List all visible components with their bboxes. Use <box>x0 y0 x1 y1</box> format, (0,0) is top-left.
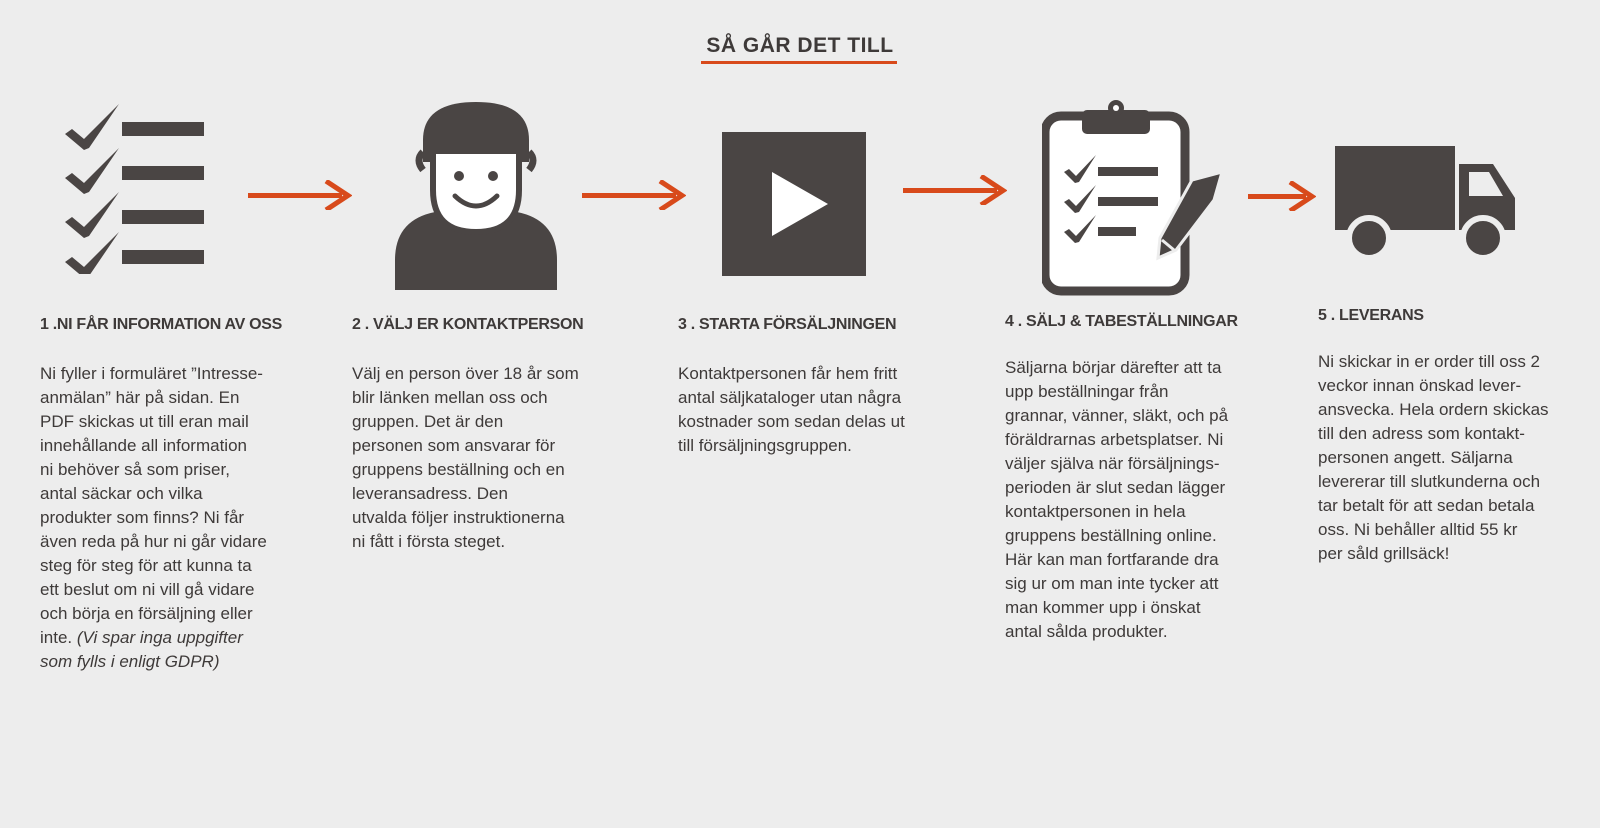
step-3-body: Kontaktpersonen får hem fritt antal säljkataloger utan några kostnader som sedan delas ut till försäljningsgruppen. <box>678 364 905 455</box>
step-4-body: Säljarna börjar därefter att ta upp beställningar från grannar, vänner, släkt, och på föräldrarnas arbetsplatser. Ni väljer själva när försäljnings- perioden är slut sedan lägger kontaktpersonen in hela gruppens beställning online. Här kan man fortfarande dra sig ur om man inte tycker att man kommer upp i önskat antal sålda produkter. <box>1005 358 1229 641</box>
play-icon <box>722 132 866 276</box>
title-underline <box>701 61 897 64</box>
step-1-note: (Vi spar inga uppgifter som fylls i enligt GDPR) <box>40 628 243 671</box>
step-5-heading: 5 . LEVERANS <box>1318 307 1424 324</box>
arrow-right-icon <box>582 180 686 210</box>
step-2-body: Välj en person över 18 år som blir länken mellan oss och gruppen. Det är den personen som ansvarar för gruppens beställning och en leveransadress. Den utvalda följer instruktionerna ni fått i första steget. <box>352 364 579 551</box>
step-5-body: Ni skickar in er order till oss 2 veckor innan önskad lever- ansvecka. Hela ordern skickas till den adress som kontakt- personen angett. Säljarna levererar till slutkunderna och tar betalt för att sedan betala oss. Ni behåller alltid 55 kr per såld grillsäck! <box>1318 352 1549 563</box>
arrow-right-icon <box>248 180 352 210</box>
step-2-heading: 2 . VÄLJ ER KONTAKTPERSON <box>352 316 584 333</box>
step-1-heading: 1 .NI FÅR INFORMATION AV OSS <box>40 316 282 333</box>
clipboard-icon <box>1042 100 1228 296</box>
truck-icon <box>1335 146 1517 266</box>
step-4-heading: 4 . SÄLJ & TABESTÄLLNINGAR <box>1005 313 1238 330</box>
step-1-body <box>40 362 325 674</box>
arrow-right-icon <box>903 175 1007 205</box>
step-3-heading: 3 . STARTA FÖRSÄLJNINGEN <box>678 316 897 333</box>
person-icon <box>395 100 557 290</box>
step-1-text: Ni fyller i formuläret ”Intresse- anmälan” här på sidan. En PDF skickas ut till eran mail innehållande all information ni behöver så som priser, antal säckar och vilka produkter som finns? Ni får även reda på hur ni går vidare steg för steg för att kunna ta ett beslut om ni vill gå vidare och börja en försäljning eller inte. <box>40 364 267 647</box>
checklist-icon <box>62 104 212 274</box>
page-title: SÅ GÅR DET TILL <box>706 34 894 57</box>
arrow-right-icon <box>1248 181 1316 211</box>
